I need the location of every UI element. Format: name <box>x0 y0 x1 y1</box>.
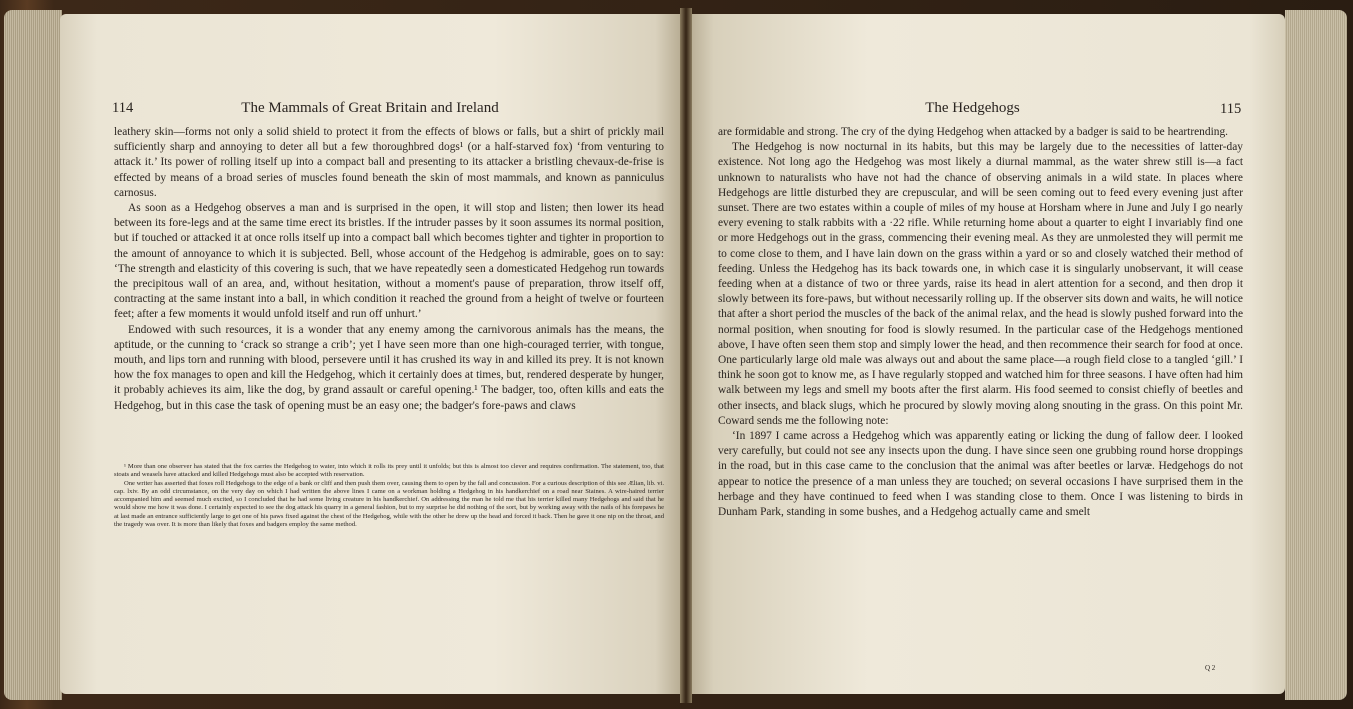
left-footnote-2: One writer has asserted that foxes roll Hedgehogs to the edge of a bank or cliff and then push them over, causing them to open by the fall and concussion. For a curious description of this see Ælian, lib. vi. cap. lxiv. By an odd circumstance, on the very day on which I had written the above lines I came on a workman holding a Hedgehog in his handkerchief on a road near Staines. A wire-haired terrier accompanied him and seemed much excited, so I concluded that he had some living creature in his handkerchief. On addressing the man he told me that his terrier killed many Hedgehogs and said that he would show me how it was done. I certainly expected to see the dog attack his quarry in a general fashion, but to my surprise he did nothing of the sort, but by working away with the nails of his forepaws he at last made an entrance sufficiently large to get one of his paws fixed against the chest of the Hedgehog, while with the other he drew up the head and forced it back. Then he gave it one nip on the throat, and the tragedy was over. It is more than likely that foxes and badgers employ the same method. <box>114 479 664 529</box>
right-body <box>718 125 1243 520</box>
book-gutter <box>680 8 692 703</box>
left-body <box>114 125 664 414</box>
right-running-title: The Hedgehogs <box>925 100 1020 116</box>
right-page-number: 115 <box>1220 101 1242 117</box>
left-paragraph-2: As soon as a Hedgehog observes a man and is surprised in the open, it will stop and listen; then lower its head between its fore-legs and at the same time erect its bristles. If the intruder passes by it soon assumes its normal position, but if touched or attacked it at once rolls itself up into a compact ball which becomes tighter and tighter in proportion to the amount of annoyance to which it is subjected. Bell, whose account of the Hedgehog is admirable, goes on to say: ‘The strength and elasticity of this covering is such, that we have repeatedly seen a domesticated Hedgehog run towards the precipitous wall of an area, and, without hesitation, without a moment's pause of preparation, throw itself off, contracting at the same instant into a ball, in which condition it reached the ground from a height of twelve or fourteen feet; after a few moments it would unfold itself and run off unhurt.’ <box>114 202 664 321</box>
right-paragraph-2: The Hedgehog is now nocturnal in its habits, but this may be largely due to the necessities of latter-day existence. Not long ago the Hedgehog was most likely a diurnal mammal, as the water shrew still is—a fact unknown to naturalists who have not had the chance of observing animals in a wild state. In places where Hedgehogs are little disturbed they are crepuscular, and will be seen coming out to feed every evening just after sunset. There are two estates within a couple of miles of my house at Horsham where in June and July I go nearly every evening to stalk rabbits with a ·22 rifle. While returning home about a quarter to eight I invariably find one or more Hedgehogs out in the grass, commencing their evening meal. As they are unmolested they will permit me to come close to them, and I have lain down on the grass within a yard or so and closely watched their method of feeding. Unless the Hedgehog has its back towards one, in which case it is singularly unobservant, it will cease feeding when at a distance of two or three yards, raise its head in alert attention for a second, and then drop it slowly between its fore-paws, but without necessarily rolling up. If the observer sits down and waits, he will notice that after a short period the muscles of the back of the animal relax, and the head is slowly pushed forward into the normal position, when snouting for food is slowly resumed. In the particular case of the Hedgehogs mentioned above, I have often seen them stop and simply lower the head, and then recommence their search for food at once. One particularly large old male was always out and about the same place—a rough field close to a tangled ‘gill.’ I think he soon got to know me, as I have regularly stopped and watched him for three seasons. I have often had him walk between my legs and smell my boots after the first alarm. His food seemed to consist chiefly of beetles and other insects, and black slugs, which he procured by slowly moving along snouting in the grass. On this point Mr. Coward sends me the following note: <box>718 141 1243 427</box>
left-footnote-1: ¹ More than one observer has stated that the fox carries the Hedgehog to water, into which it rolls its prey until it unfolds; but this is almost too clever and requires confirmation. The statement, too, that stoats and weasels have attacked and killed Hedgehogs must also be accepted with reservation. <box>114 463 664 479</box>
right-paragraph-3: ‘In 1897 I came across a Hedgehog which was apparently eating or licking the dung of fallow deer. I looked very carefully, but could not see any insects upon the dung. I have since seen one grubbing round horse droppings in the road, but in this case came to the conclusion that the animal was after beetles or larvæ. Hedgehogs do not appear to notice the presence of a man unless they are touched; on several occasions I have surprised them in the herbage and they have continued to feed when I was standing close to them. Once I was listening to birds in Dunham Park, standing in some bushes, and a Hedgehog actually came and smelt <box>718 430 1243 519</box>
left-footnotes <box>114 463 664 529</box>
left-paragraph-1: leathery skin—forms not only a solid shield to protect it from the effects of blows or falls, but a shirt of prickly mail sufficiently sharp and annoying to deter all but a few thoroughbred dogs¹ (or a half-starved fox) ‘from venturing to attack it.’ Its power of rolling itself up into a compact ball and presenting to its attacker a bristling chevaux-de-frise is effected by means of a broad series of muscles found beneath the skin of most mammals, and known as panniculus carnosus. <box>114 126 664 199</box>
signature-mark: Q 2 <box>1205 664 1216 672</box>
left-page-number: 114 <box>112 100 134 116</box>
left-running-title: The Mammals of Great Britain and Ireland <box>241 100 499 116</box>
right-page-edges <box>1285 10 1347 700</box>
left-page-edges <box>4 10 62 700</box>
right-paragraph-1: are formidable and strong. The cry of the dying Hedgehog when attacked by a badger is said to be heartrending. <box>718 126 1228 138</box>
left-paragraph-3: Endowed with such resources, it is a wonder that any enemy among the carnivorous animals has the means, the aptitude, or the cunning to ‘crack so strange a crib’; yet I have seen more than one high-couraged terrier, with tongue, mouth, and lips torn and running with blood, persevere until it has crushed its way in and killed its prey. It is not known how the fox manages to open and kill the Hedgehog, which it certainly does at times, but, rendered desperate by hunger, it probably achieves its aim, like the dog, by grand assault or careful opening.¹ The badger, too, often kills and eats the Hedgehog, but in this case the task of opening must be an easy one; the badger's fore-paws and claws <box>114 323 664 412</box>
